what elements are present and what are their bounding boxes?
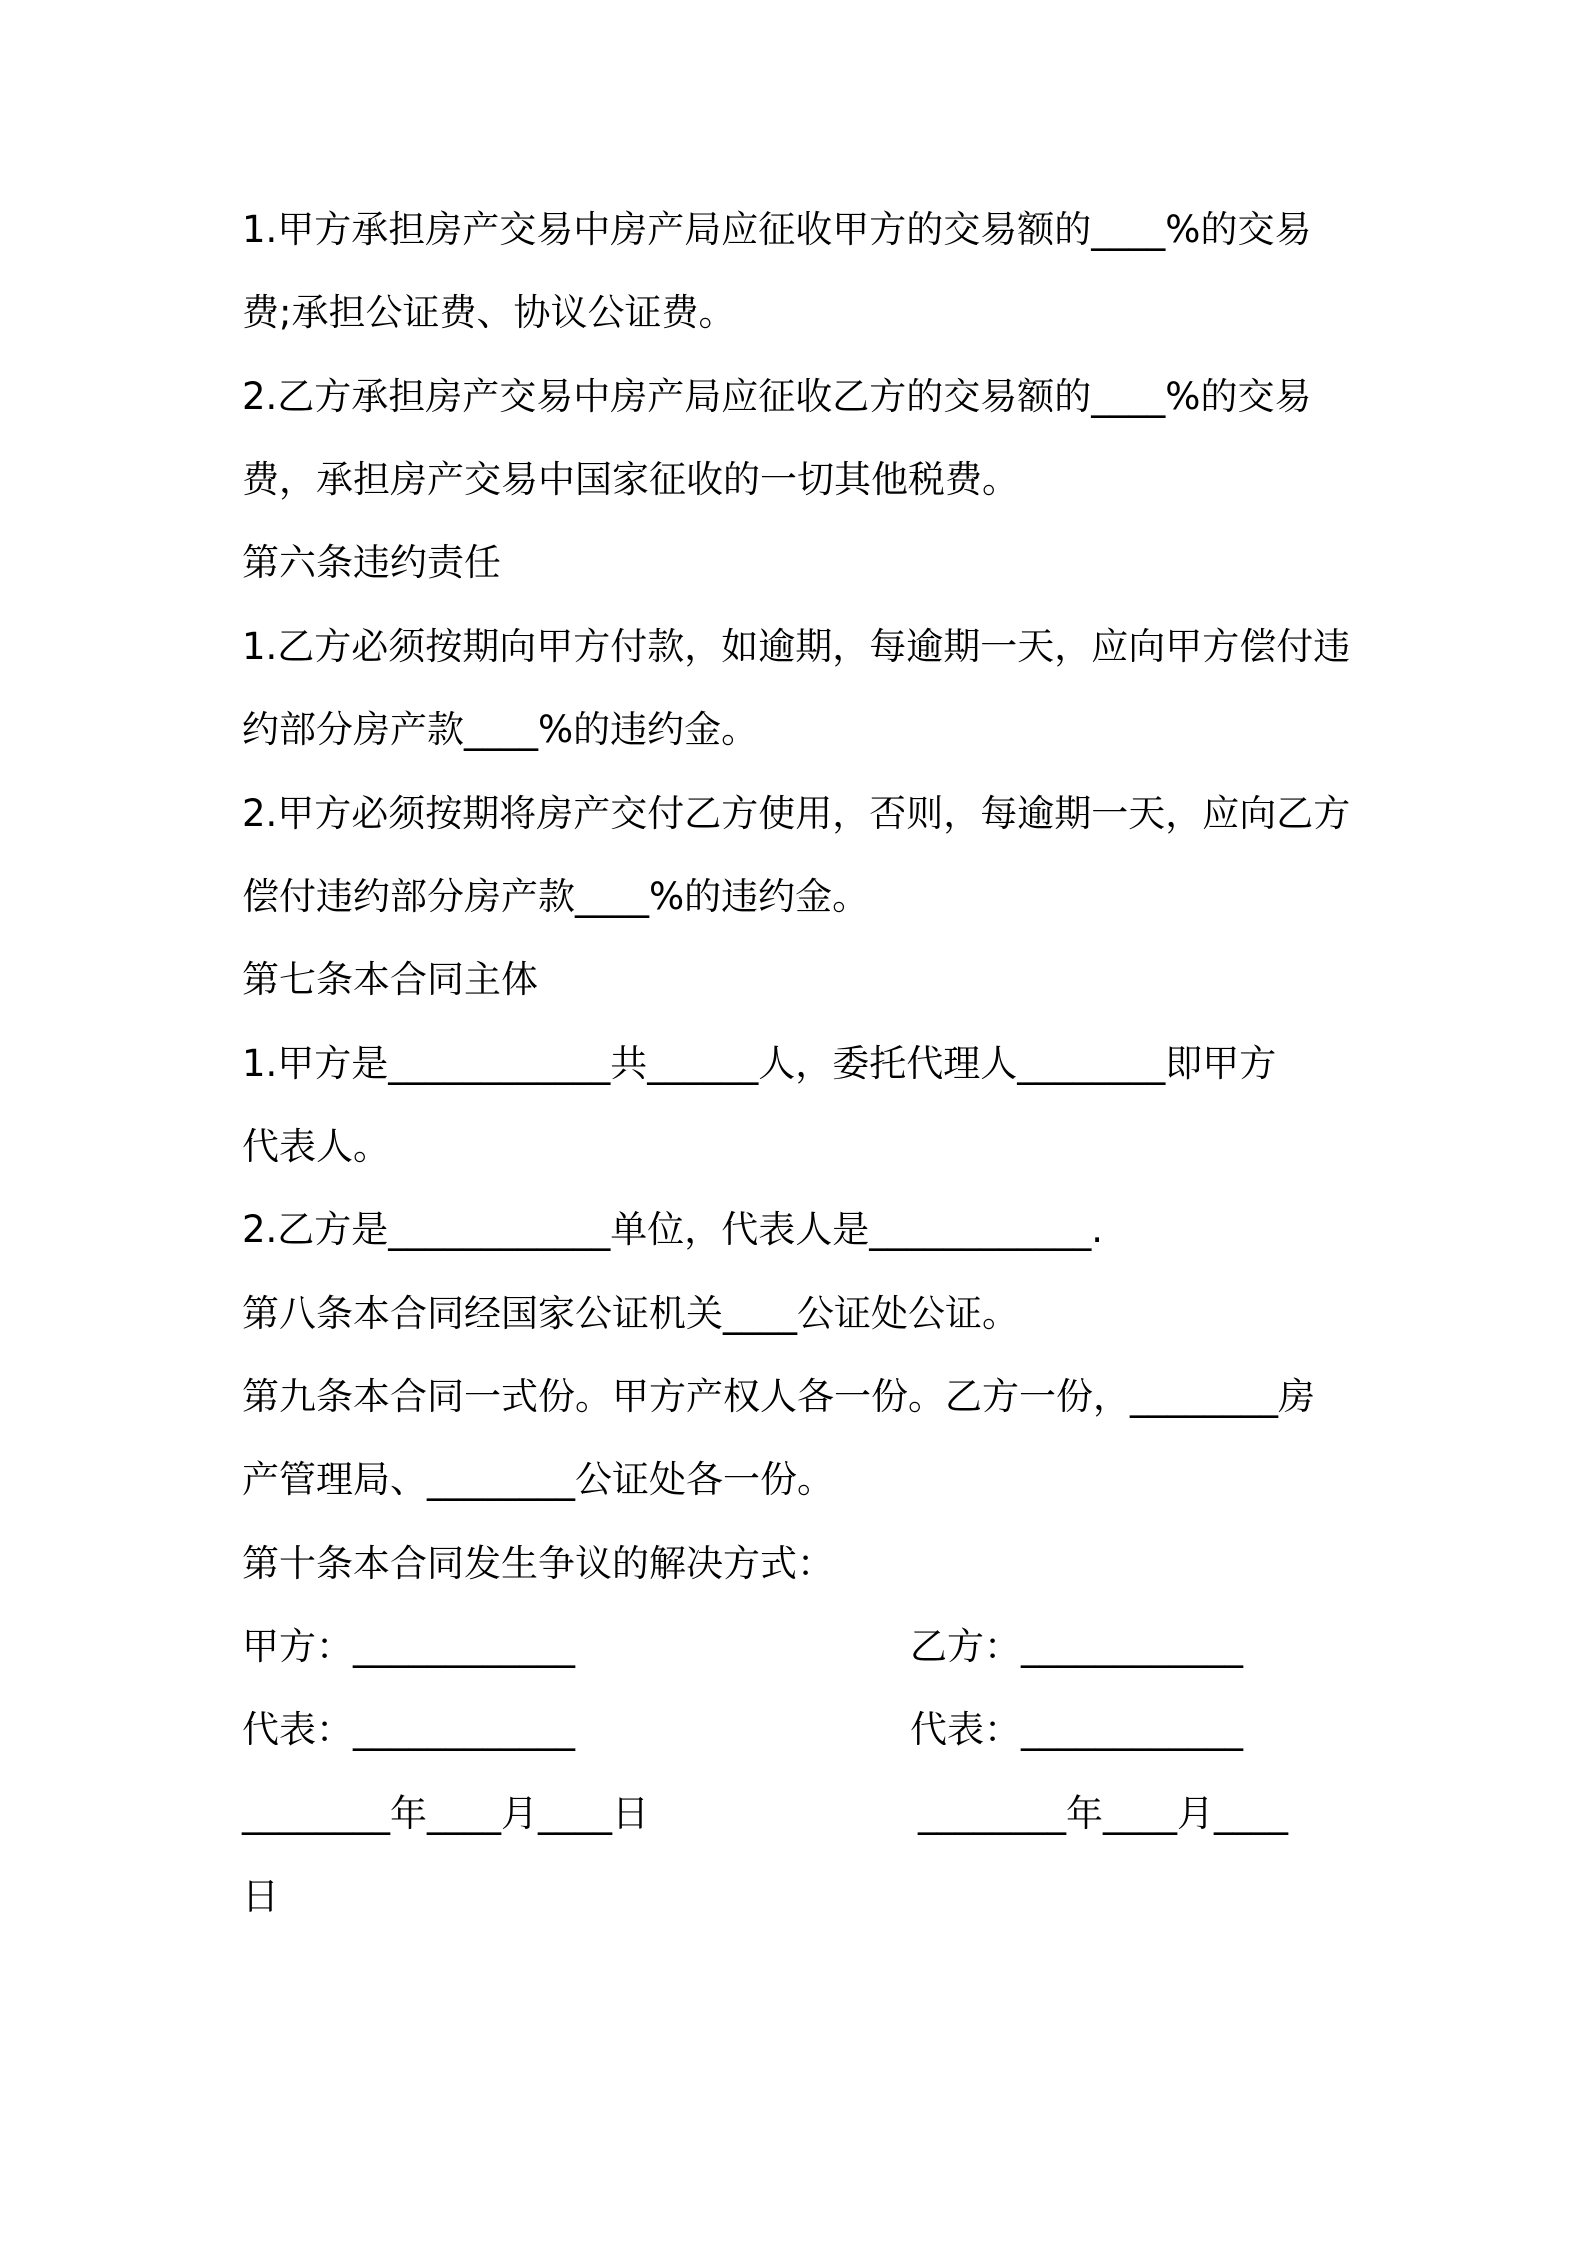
clause-line: 约部分房产款____%的违约金。 (242, 708, 759, 751)
clause-line: 代表人。 (242, 1125, 390, 1168)
clause-line: 2.乙方承担房产交易中房产局应征收乙方的交易额的____%的交易 (242, 375, 1312, 418)
party-b-representative: 代表：____________ (910, 1708, 1243, 1751)
article-heading: 第六条违约责任 (242, 541, 501, 584)
article-heading: 第七条本合同主体 (242, 958, 538, 1001)
clause-line: 1.甲方是____________共______人，委托代理人________即甲方 (242, 1042, 1277, 1085)
party-a-signature: 甲方：____________ (242, 1625, 575, 1668)
clause-line: 1.乙方必须按期向甲方付款，如逾期，每逾期一天，应向甲方偿付违 (242, 625, 1351, 668)
party-b-date-day: 日 (242, 1875, 279, 1918)
clause-line: 产管理局、________公证处各一份。 (242, 1458, 834, 1501)
party-a-representative: 代表：____________ (242, 1708, 575, 1751)
clause-line: 2.乙方是____________单位，代表人是____________. (242, 1208, 1104, 1251)
article-heading: 第十条本合同发生争议的解决方式： (242, 1542, 834, 1585)
clause-line: 2.甲方必须按期将房产交付乙方使用，否则，每逾期一天，应向乙方 (242, 792, 1351, 835)
party-b-signature: 乙方：____________ (910, 1625, 1243, 1668)
clause-line: 费;承担公证费、协议公证费。 (242, 291, 736, 334)
clause-line: 偿付违约部分房产款____%的违约金。 (242, 875, 870, 918)
clause-line: 1.甲方承担房产交易中房产局应征收甲方的交易额的____%的交易 (242, 208, 1312, 251)
party-a-date: ________年____月____日 (242, 1792, 649, 1835)
party-b-date: ________年____月____ (918, 1792, 1288, 1835)
article-heading: 第八条本合同经国家公证机关____公证处公证。 (242, 1292, 1019, 1335)
clause-line: 费，承担房产交易中国家征收的一切其他税费。 (242, 458, 1019, 501)
article-heading: 第九条本合同一式份。甲方产权人各一份。乙方一份，________房 (242, 1375, 1315, 1418)
